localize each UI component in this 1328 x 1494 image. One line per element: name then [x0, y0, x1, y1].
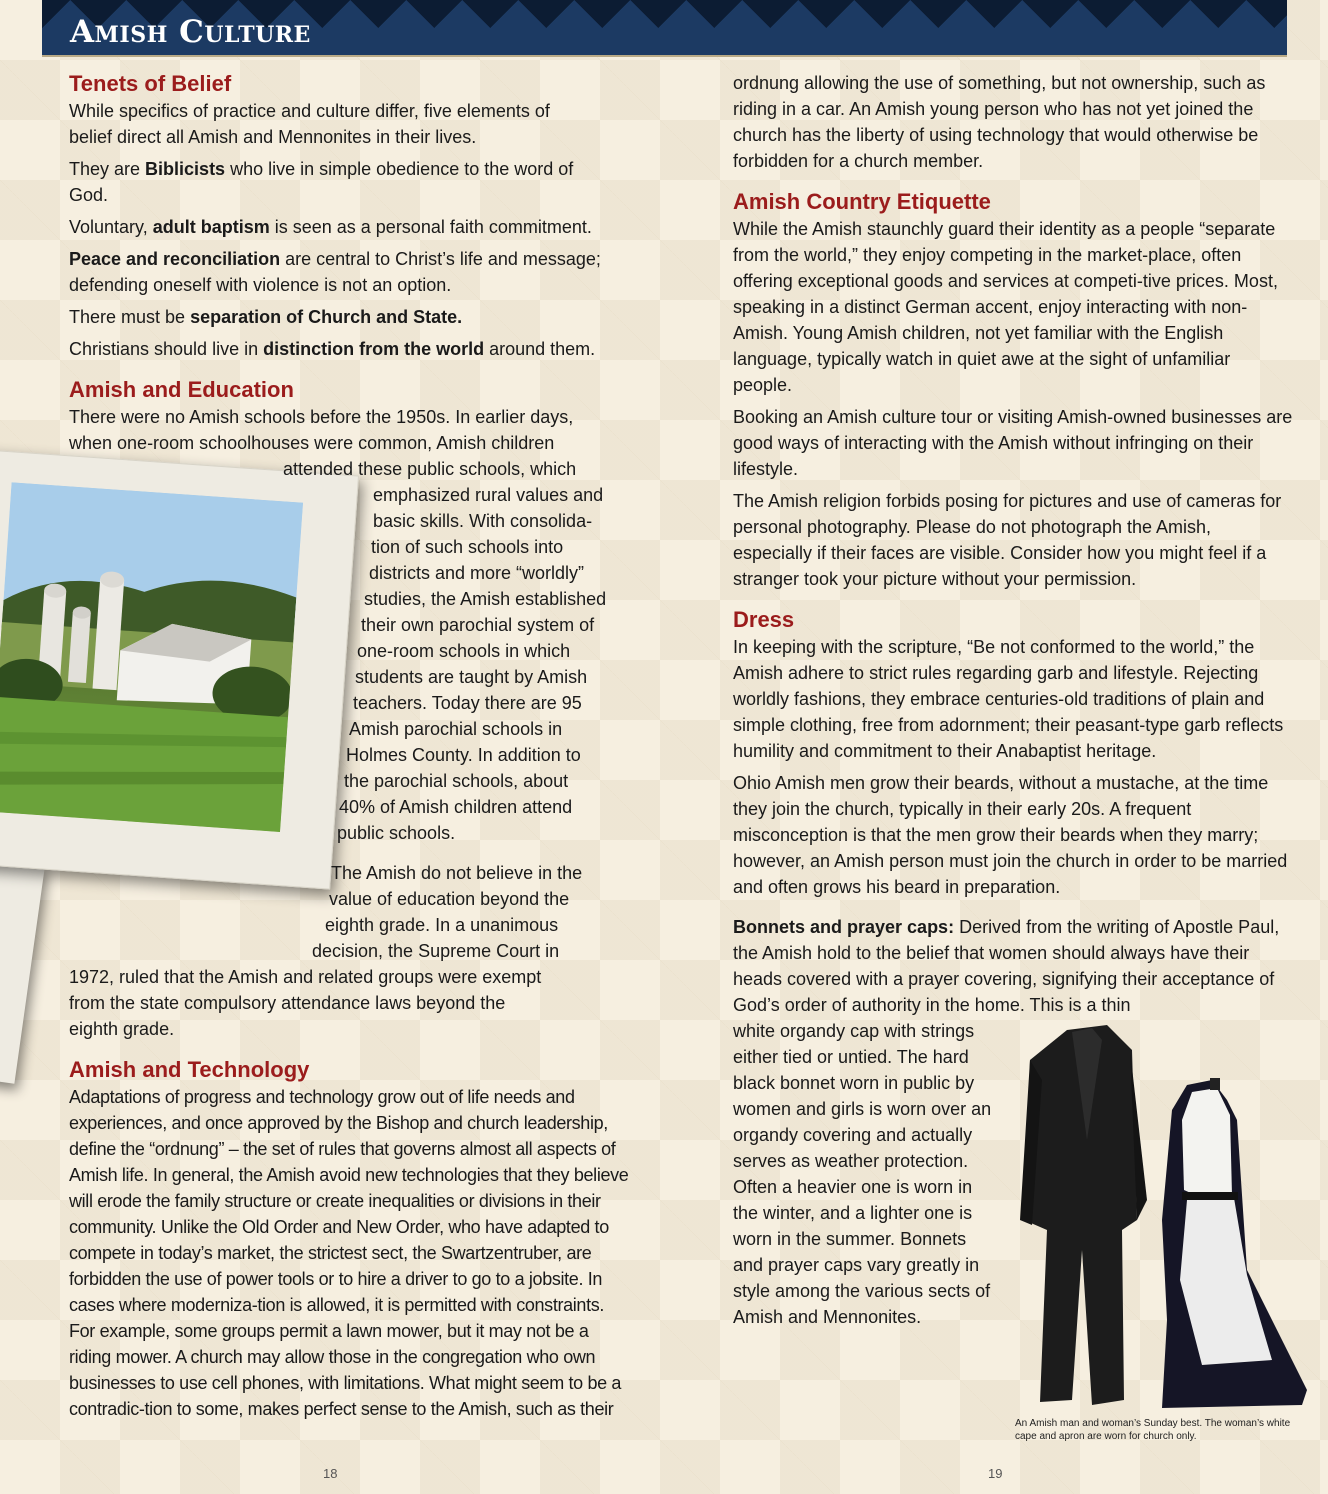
left-column: [69, 70, 629, 1428]
page-number-right: 19: [988, 1466, 1003, 1481]
bonnets-line: the winter, and a lighter one is: [733, 1203, 973, 1223]
education-line: attended these public schools, which: [283, 459, 577, 479]
bonnets-line: white organdy cap with strings: [733, 1021, 975, 1041]
page-number-left: 18: [323, 1466, 338, 1481]
education-line: tion of such schools into: [371, 537, 564, 557]
tenet-peace: [69, 246, 629, 298]
tenet-text: who live in simple obedience to the word of God.: [69, 159, 574, 205]
education-line: Amish parochial schools in: [349, 719, 563, 739]
tenet-keyword: separation of Church and State.: [190, 307, 463, 327]
education-line: districts and more “worldly”: [369, 563, 585, 583]
tenet-text: Voluntary,: [69, 217, 153, 237]
tenets-heading: Tenets of Belief: [69, 71, 232, 96]
clothing-caption: An Amish man and woman’s Sunday best. The woman’s white cape and apron are worn for church only.: [1015, 1418, 1291, 1442]
bonnets-line: Amish and Mennonites.: [733, 1307, 922, 1327]
education-line: teachers. Today there are 95: [353, 693, 582, 713]
bonnets-line: serves as weather protection.: [733, 1151, 969, 1171]
tenet-keyword: adult baptism: [152, 217, 270, 237]
tenets-intro: While specifics of practice and culture differ, five elements of belief direct all Amish and Mennonites in their lives.: [69, 101, 550, 147]
page-header: [42, 0, 1287, 57]
education-line: The Amish do not believe in the: [331, 863, 583, 883]
education-line: studies, the Amish established: [364, 589, 607, 609]
dress-heading: Dress: [733, 607, 795, 632]
tenet-keyword: distinction from the world: [263, 339, 485, 359]
education-line: one-room schools in which: [357, 641, 571, 661]
technology-heading: Amish and Technology: [69, 1057, 310, 1082]
bonnets-line: worn in the summer. Bonnets: [733, 1229, 967, 1249]
tenet-separation: [69, 304, 629, 330]
clothing-illustration: [1012, 1020, 1312, 1410]
tenet-text: There must be: [69, 307, 191, 327]
education-line: emphasized rural values and: [373, 485, 604, 505]
education-line: eighth grade.: [69, 1019, 175, 1039]
education-line: Holmes County. In addition to: [346, 745, 581, 765]
amish-clothing-photo: [1012, 1020, 1312, 1410]
bonnets-line: black bonnet worn in public by: [733, 1073, 975, 1093]
education-line: 1972, ruled that the Amish and related groups were exempt: [69, 967, 542, 987]
bonnets-paragraph: [733, 914, 1293, 1018]
tenet-text: are central to Christ’s life and message; defending oneself with violence is not an option.: [69, 249, 601, 295]
education-line: eighth grade. In a unanimous: [325, 915, 559, 935]
tenet-text: around them.: [484, 339, 596, 359]
bonnets-line: women and girls is worn over an: [733, 1099, 992, 1119]
tenet-biblicists: [69, 156, 584, 208]
technology-body: Adaptations of progress and technology grow out of life needs and experiences, and once approved by the Bishop and church leadership, define the “ordnung” – the set of rules that governs almost all aspects of Amish life. In general, the Amish avoid new technologies that they believe will erode the family structure or create inequalities or divisions in their community. Unlike the Old Order and New Order, who have adapted to compete in today’s market, the strictest sect, the Swartzentruber, are forbidden the use of power tools or to hire a driver to go to a jobsite. In cases where moderniza-tion is allowed, it is permitted with constraints. For example, some groups permit a lawn mower, but it may not be a riding mower. A church may allow those in the congregation who own businesses to use cell phones, with limitations. What might seem to be a contradic-tion to some, makes perfect sense to the Amish, such as their: [69, 1087, 629, 1419]
education-line: There were no Amish schools before the 1950s. In earlier days,: [69, 407, 574, 427]
tenet-distinction: [69, 336, 629, 362]
tenet-text: They are: [69, 159, 146, 179]
education-line: students are taught by Amish: [355, 667, 588, 687]
education-paragraph-2: [69, 860, 629, 1042]
education-line: their own parochial system of: [361, 615, 595, 635]
page-title: Amish Culture: [70, 14, 311, 50]
bonnets-text: Derived from the writing of Apostle Paul, the Amish hold to the belief that women should always have their heads covered with a prayer covering, signifying their acceptance of God’s order of authority in the home. This is a thin: [733, 917, 1280, 1015]
bonnets-line: organdy covering and actually: [733, 1125, 973, 1145]
tenet-text: Christians should live in: [69, 339, 264, 359]
tenet-baptism: [69, 214, 629, 240]
education-line: basic skills. With consolida-: [373, 511, 593, 531]
bonnets-label: Bonnets and prayer caps:: [733, 917, 955, 937]
education-line: public schools.: [337, 823, 456, 843]
education-line: the parochial schools, about: [344, 771, 569, 791]
etiquette-heading: Amish Country Etiquette: [733, 189, 991, 214]
second-photo-frame: [0, 856, 45, 1084]
technology-continuation: ordnung allowing the use of something, but not ownership, such as riding in a car. An Amish young person who has not yet joined the church has the liberty of using technology that would otherwise be forbidden for a church member.: [733, 73, 1266, 171]
education-heading: Amish and Education: [69, 377, 294, 402]
tenet-keyword: Peace and reconciliation: [69, 249, 281, 269]
bonnets-line: and prayer caps vary greatly in: [733, 1255, 980, 1275]
etiquette-paragraph-1: While the Amish staunchly guard their identity as a people “separate from the world,” they enjoy competing in the market-place, often offering exceptional goods and services at competi-tive prices. Most, speaking in a distinct German accent, enjoy interacting with non-Amish. Young Amish children, not yet familiar with the English language, typically watch in quiet awe at the sight of unfamiliar people.: [733, 219, 1278, 395]
bonnets-line: either tied or untied. The hard: [733, 1047, 969, 1067]
education-line: decision, the Supreme Court in: [312, 941, 560, 961]
education-paragraph-1: [69, 404, 629, 846]
bonnets-line: style among the various sects of: [733, 1281, 991, 1301]
etiquette-paragraph-3: The Amish religion forbids posing for pictures and use of cameras for personal photography. Please do not photograph the Amish, especially if their faces are visible. Consider how you might feel if a stranger took your picture without your permission.: [733, 491, 1282, 589]
dress-paragraph-2: Ohio Amish men grow their beards, without a mustache, at the time they join the church, typically in their early 20s. A frequent misconception is that the men grow their beards when they marry; however, an Amish person must join the church in order to be married and often grows his beard in preparation.: [733, 773, 1288, 897]
tenet-keyword: Biblicists: [145, 159, 226, 179]
education-line: 40% of Amish children attend: [339, 797, 573, 817]
dress-paragraph-1: In keeping with the scripture, “Be not conformed to the world,” the Amish adhere to strict rules regarding garb and lifestyle. Rejecting worldly fashions, they embrace centuries-old traditions of plain and simple clothing, free from adornment; their peasant-type garb reflects humility and commitment to their Anabaptist heritage.: [733, 637, 1284, 761]
education-line: value of education beyond the: [329, 889, 570, 909]
education-line: when one-room schoolhouses were common, Amish children: [69, 433, 555, 453]
etiquette-paragraph-2: Booking an Amish culture tour or visiting Amish-owned businesses are good ways of interacting with the Amish without infringing on their lifestyle.: [733, 407, 1293, 479]
education-line: from the state compulsory attendance laws beyond the: [69, 993, 506, 1013]
tenet-text: is seen as a personal faith commitment.: [269, 217, 592, 237]
bonnets-line: Often a heavier one is worn in: [733, 1177, 973, 1197]
